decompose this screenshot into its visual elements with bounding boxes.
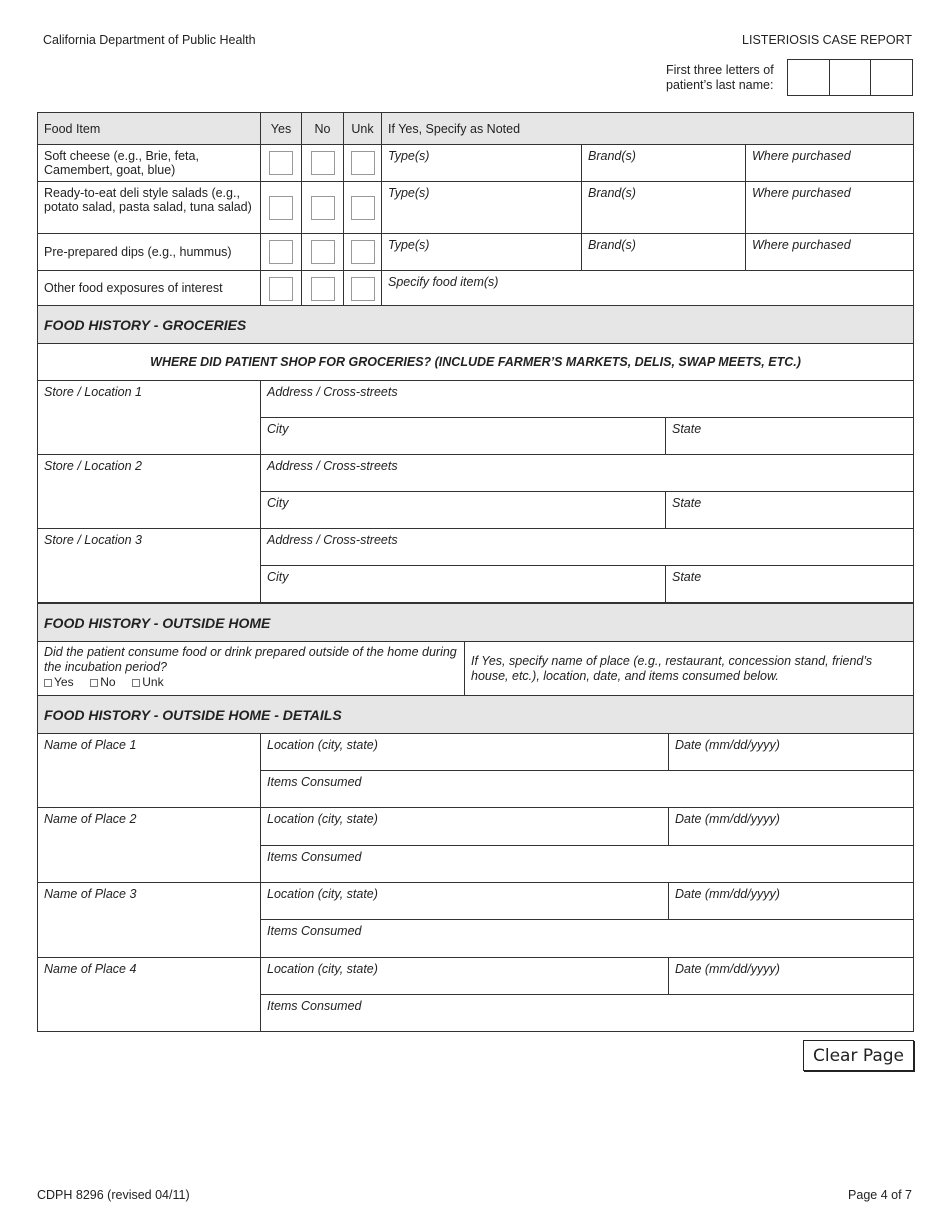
outside-home-title: FOOD HISTORY - OUTSIDE HOME (38, 604, 914, 642)
date-field[interactable]: Date (mm/dd/yyyy) (669, 808, 914, 846)
store-location-1-field[interactable]: Store / Location 1 (38, 381, 261, 455)
store-row-3 (38, 529, 914, 566)
checkbox-icon (44, 679, 52, 687)
store-row-1 (38, 381, 914, 418)
state-field[interactable]: State (666, 418, 914, 455)
items-consumed-field[interactable]: Items Consumed (261, 995, 914, 1032)
location-field[interactable]: Location (city, state) (261, 958, 669, 995)
date-field[interactable]: Date (mm/dd/yyyy) (669, 958, 914, 995)
last-name-letter-boxes (787, 59, 913, 96)
specify-food-items-field[interactable]: Specify food item(s) (382, 271, 914, 306)
food-row-soft-cheese (38, 145, 914, 182)
no-checkbox[interactable] (311, 196, 335, 220)
outside-home-details-section (37, 695, 914, 1032)
state-field[interactable]: State (666, 566, 914, 603)
place-row-1 (38, 734, 914, 771)
col-yes: Yes (261, 113, 302, 145)
where-purchased-field[interactable]: Where purchased (746, 234, 914, 271)
groceries-title: FOOD HISTORY - GROCERIES (38, 306, 914, 344)
items-consumed-field[interactable]: Items Consumed (261, 771, 914, 808)
city-field[interactable]: City (261, 418, 666, 455)
yes-checkbox[interactable] (269, 196, 293, 220)
col-unk: Unk (344, 113, 382, 145)
food-table-header (38, 113, 914, 145)
brands-field[interactable]: Brand(s) (582, 182, 746, 234)
place-name-1-field[interactable]: Name of Place 1 (38, 734, 261, 808)
option-yes[interactable]: Yes (44, 675, 74, 689)
outside-home-instruction: If Yes, specify name of place (e.g., restaurant, concession stand, friend’s house, etc.), location, date, and items consumed below. (465, 642, 914, 696)
col-no: No (302, 113, 344, 145)
place-name-3-field[interactable]: Name of Place 3 (38, 883, 261, 958)
outside-home-question-cell (38, 642, 465, 696)
state-field[interactable]: State (666, 492, 914, 529)
address-field[interactable]: Address / Cross-streets (261, 381, 914, 418)
col-specify: If Yes, Specify as Noted (382, 113, 914, 145)
checkbox-icon (90, 679, 98, 687)
yes-checkbox[interactable] (269, 240, 293, 264)
store-row-2 (38, 455, 914, 492)
yes-checkbox[interactable] (269, 151, 293, 175)
food-item-label: Other food exposures of interest (38, 271, 261, 306)
food-item-label: Pre-prepared dips (e.g., hummus) (38, 234, 261, 271)
city-field[interactable]: City (261, 566, 666, 603)
types-field[interactable]: Type(s) (382, 234, 582, 271)
outside-home-options (44, 675, 458, 690)
place-name-4-field[interactable]: Name of Place 4 (38, 958, 261, 1032)
letter-box-2[interactable] (830, 60, 872, 95)
report-title: LISTERIOSIS CASE REPORT (742, 33, 912, 47)
no-checkbox[interactable] (311, 151, 335, 175)
option-no[interactable]: No (90, 675, 115, 689)
letter-box-1[interactable] (788, 60, 830, 95)
where-purchased-field[interactable]: Where purchased (746, 182, 914, 234)
food-item-label: Ready-to-eat deli style salads (e.g., potato salad, pasta salad, tuna salad) (38, 182, 261, 234)
no-checkbox[interactable] (311, 240, 335, 264)
department-name: California Department of Public Health (43, 33, 256, 47)
letter-box-3[interactable] (871, 60, 912, 95)
brands-field[interactable]: Brand(s) (582, 234, 746, 271)
outside-home-question: Did the patient consume food or drink prepared outside of the home during the incubation period? (44, 645, 457, 674)
option-unk[interactable]: Unk (132, 675, 163, 689)
place-row-2 (38, 808, 914, 846)
unk-checkbox[interactable] (351, 196, 375, 220)
location-field[interactable]: Location (city, state) (261, 883, 669, 920)
where-purchased-field[interactable]: Where purchased (746, 145, 914, 182)
clear-page-button[interactable]: Clear Page (803, 1040, 914, 1071)
types-field[interactable]: Type(s) (382, 145, 582, 182)
last-name-label: First three letters of patient’s last name: (666, 63, 774, 92)
unk-checkbox[interactable] (351, 277, 375, 301)
types-field[interactable]: Type(s) (382, 182, 582, 234)
food-items-table (37, 112, 914, 306)
store-location-3-field[interactable]: Store / Location 3 (38, 529, 261, 603)
checkbox-icon (132, 679, 140, 687)
address-field[interactable]: Address / Cross-streets (261, 529, 914, 566)
items-consumed-field[interactable]: Items Consumed (261, 920, 914, 958)
yes-checkbox[interactable] (269, 277, 293, 301)
details-title: FOOD HISTORY - OUTSIDE HOME - DETAILS (38, 696, 914, 734)
date-field[interactable]: Date (mm/dd/yyyy) (669, 883, 914, 920)
unk-checkbox[interactable] (351, 151, 375, 175)
brands-field[interactable]: Brand(s) (582, 145, 746, 182)
items-consumed-field[interactable]: Items Consumed (261, 846, 914, 883)
unk-checkbox[interactable] (351, 240, 375, 264)
food-row-other (38, 271, 914, 306)
form-id: CDPH 8296 (revised 04/11) (37, 1188, 190, 1202)
address-field[interactable]: Address / Cross-streets (261, 455, 914, 492)
col-food-item: Food Item (38, 113, 261, 145)
date-field[interactable]: Date (mm/dd/yyyy) (669, 734, 914, 771)
groceries-question: WHERE DID PATIENT SHOP FOR GROCERIES? (INCLUDE FARMER’S MARKETS, DELIS, SWAP MEETS, ETC.) (38, 344, 914, 381)
no-checkbox[interactable] (311, 277, 335, 301)
food-row-deli-salads (38, 182, 914, 234)
location-field[interactable]: Location (city, state) (261, 734, 669, 771)
store-location-2-field[interactable]: Store / Location 2 (38, 455, 261, 529)
city-field[interactable]: City (261, 492, 666, 529)
location-field[interactable]: Location (city, state) (261, 808, 669, 846)
groceries-section (37, 305, 914, 603)
place-row-4 (38, 958, 914, 995)
place-name-2-field[interactable]: Name of Place 2 (38, 808, 261, 883)
place-row-3 (38, 883, 914, 920)
food-item-label: Soft cheese (e.g., Brie, feta, Camembert, goat, blue) (38, 145, 261, 182)
outside-home-section (37, 603, 914, 696)
food-row-dips (38, 234, 914, 271)
page-number: Page 4 of 7 (848, 1188, 912, 1202)
